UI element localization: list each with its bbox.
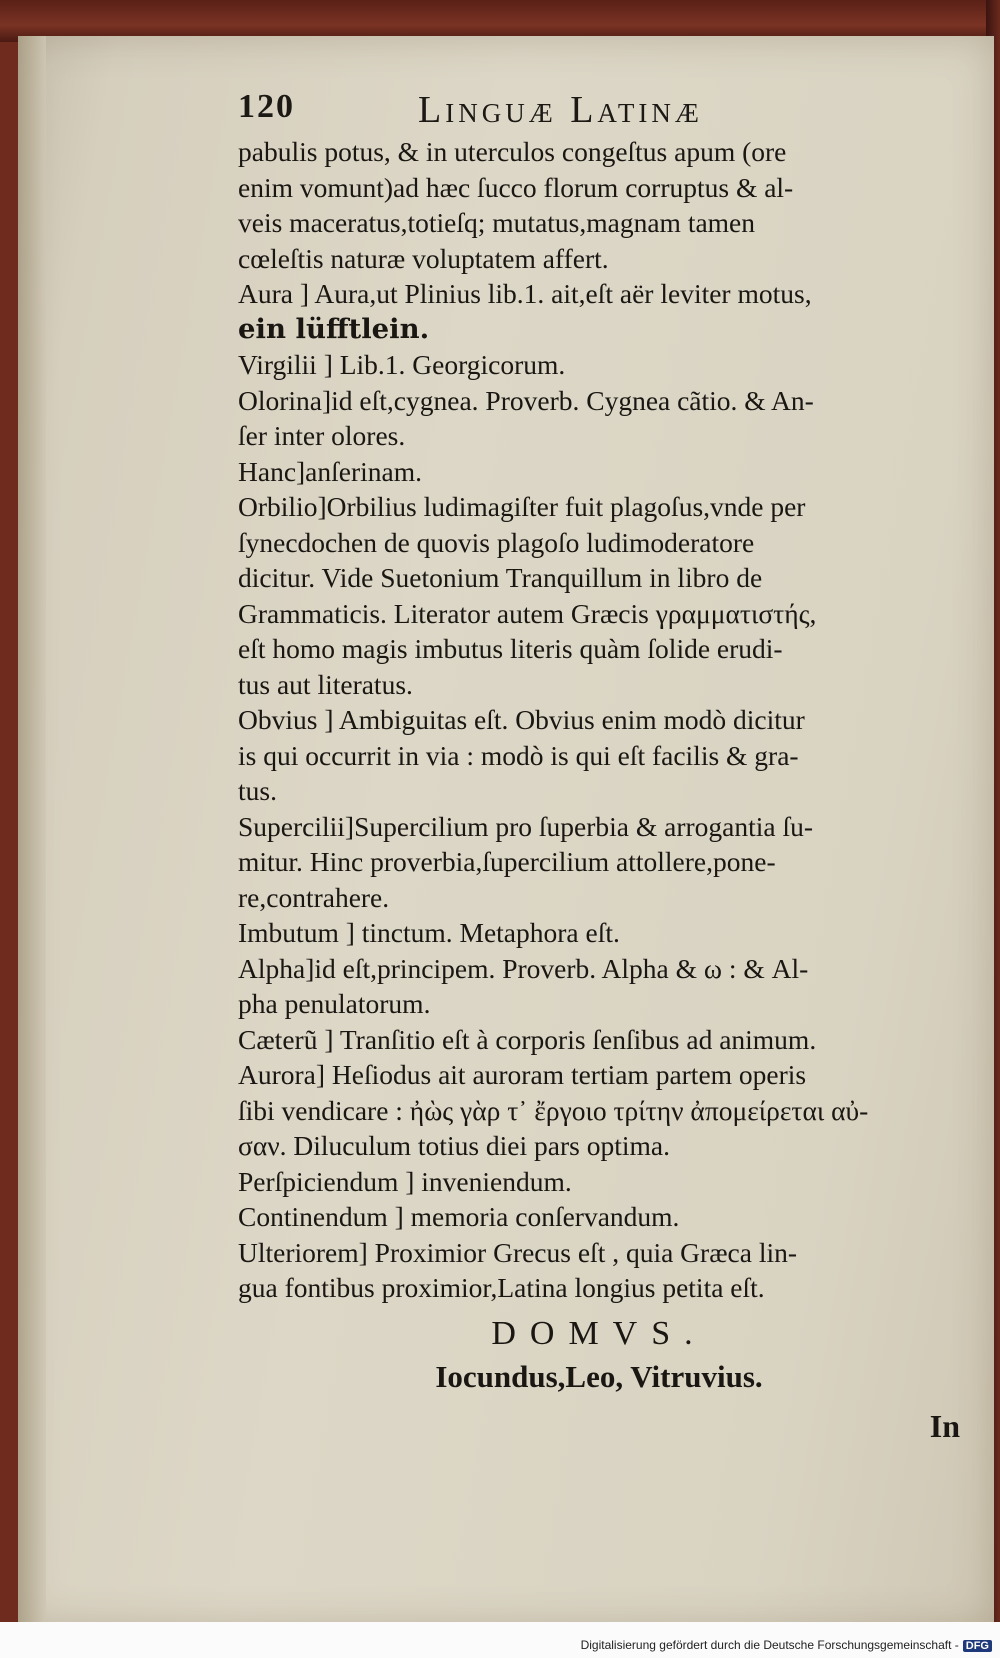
- page-gutter: [18, 36, 46, 1628]
- text-line: ſer inter olores.: [238, 420, 406, 451]
- text-line: tus.: [238, 775, 277, 806]
- text-line: veis maceratus,totieſq; mutatus,magnam tamen: [238, 207, 756, 238]
- text-line: Virgilii ] Lib.1. Georgicorum.: [238, 349, 566, 380]
- text-line: mitur. Hinc proverbia,ſupercilium attollere,pone-: [238, 846, 776, 877]
- text-line: ſynecdochen de quovis plagoſo ludimoderatore: [238, 526, 755, 558]
- text-line: ſibi vendicare : ἠὼς γὰρ τ᾽ ἔργοιο τρίτην ἀπομείρεται αὐ-: [238, 1094, 869, 1126]
- text-line: enim vomunt)ad hæc ſucco florum corruptus & al-: [238, 171, 794, 203]
- text-line: Orbilio]Orbilius ludimagiſter fuit plagoſus,vnde per: [238, 491, 806, 522]
- text-line: Supercilii]Supercilium pro ſuperbia & arrogantia ſu-: [238, 810, 814, 842]
- text-lines: [238, 134, 960, 1306]
- digitization-credit: [581, 1638, 992, 1652]
- text-line: gua fontibus proximior,Latina longius petita eſt.: [238, 1272, 765, 1303]
- credit-text: Digitalisierung gefördert durch die Deutsche Forschungsgemeinschaft -: [580, 1638, 959, 1652]
- text-line: pabulis potus, & in uterculos congeſtus apum (ore: [238, 136, 787, 167]
- running-title: Linguæ Latinæ: [418, 89, 703, 131]
- page-text: [238, 134, 960, 1446]
- dfg-logo: DFG: [963, 1640, 992, 1652]
- text-line: Perſpiciendum ] inveniendum.: [238, 1165, 572, 1197]
- text-line: Imbutum ] tinctum. Metaphora eſt.: [238, 917, 620, 948]
- text-line: ein lüfftlein.: [238, 312, 430, 345]
- text-line: cœleſtis naturæ voluptatem affert.: [238, 242, 609, 274]
- section-heading: DOMVS.: [491, 1314, 707, 1352]
- text-line: eſt homo magis imbutus literis quàm ſolide erudi-: [238, 633, 783, 664]
- text-line: Hanc]anſerinam.: [238, 455, 423, 487]
- text-line: σαν. Diluculum totius diei pars optima.: [238, 1130, 670, 1161]
- text-line: Aura ] Aura,ut Plinius lib.1. ait,eſt aër leviter motus,: [238, 278, 812, 309]
- text-line: is qui occurrit in via : modò is qui eſt facilis & gra-: [238, 739, 799, 771]
- catchword: In: [929, 1407, 960, 1444]
- text-line: Obvius ] Ambiguitas eſt. Obvius enim modò dicitur: [238, 704, 805, 735]
- text-line: Aurora] Heſiodus ait auroram tertiam partem operis: [238, 1059, 807, 1090]
- text-line: tus aut literatus.: [238, 668, 413, 700]
- text-line: Alpha]id eſt,principem. Proverb. Alpha & ω : & Al-: [238, 952, 809, 984]
- text-line: pha penulatorum.: [238, 988, 431, 1019]
- text-line: Continendum ] memoria conſervandum.: [238, 1201, 680, 1232]
- section-authors: Iocundus,Leo, Vitruvius.: [435, 1358, 763, 1394]
- page-number: 120: [238, 88, 295, 125]
- running-header: [238, 88, 838, 132]
- text-line: Cæterũ ] Tranſitio eſt à corporis ſenſibus ad animum.: [238, 1023, 817, 1055]
- text-line: dicitur. Vide Suetonium Tranquillum in libro de: [238, 562, 763, 593]
- text-line: Ulteriorem] Proximior Grecus eſt , quia Græca lin-: [238, 1236, 798, 1268]
- text-line: Olorina]id eſt,cygnea. Proverb. Cygnea cãtio. & An-: [238, 384, 814, 416]
- text-line: re,contrahere.: [238, 881, 390, 913]
- text-line: Grammaticis. Literator autem Græcis γραμματιστής,: [238, 597, 817, 629]
